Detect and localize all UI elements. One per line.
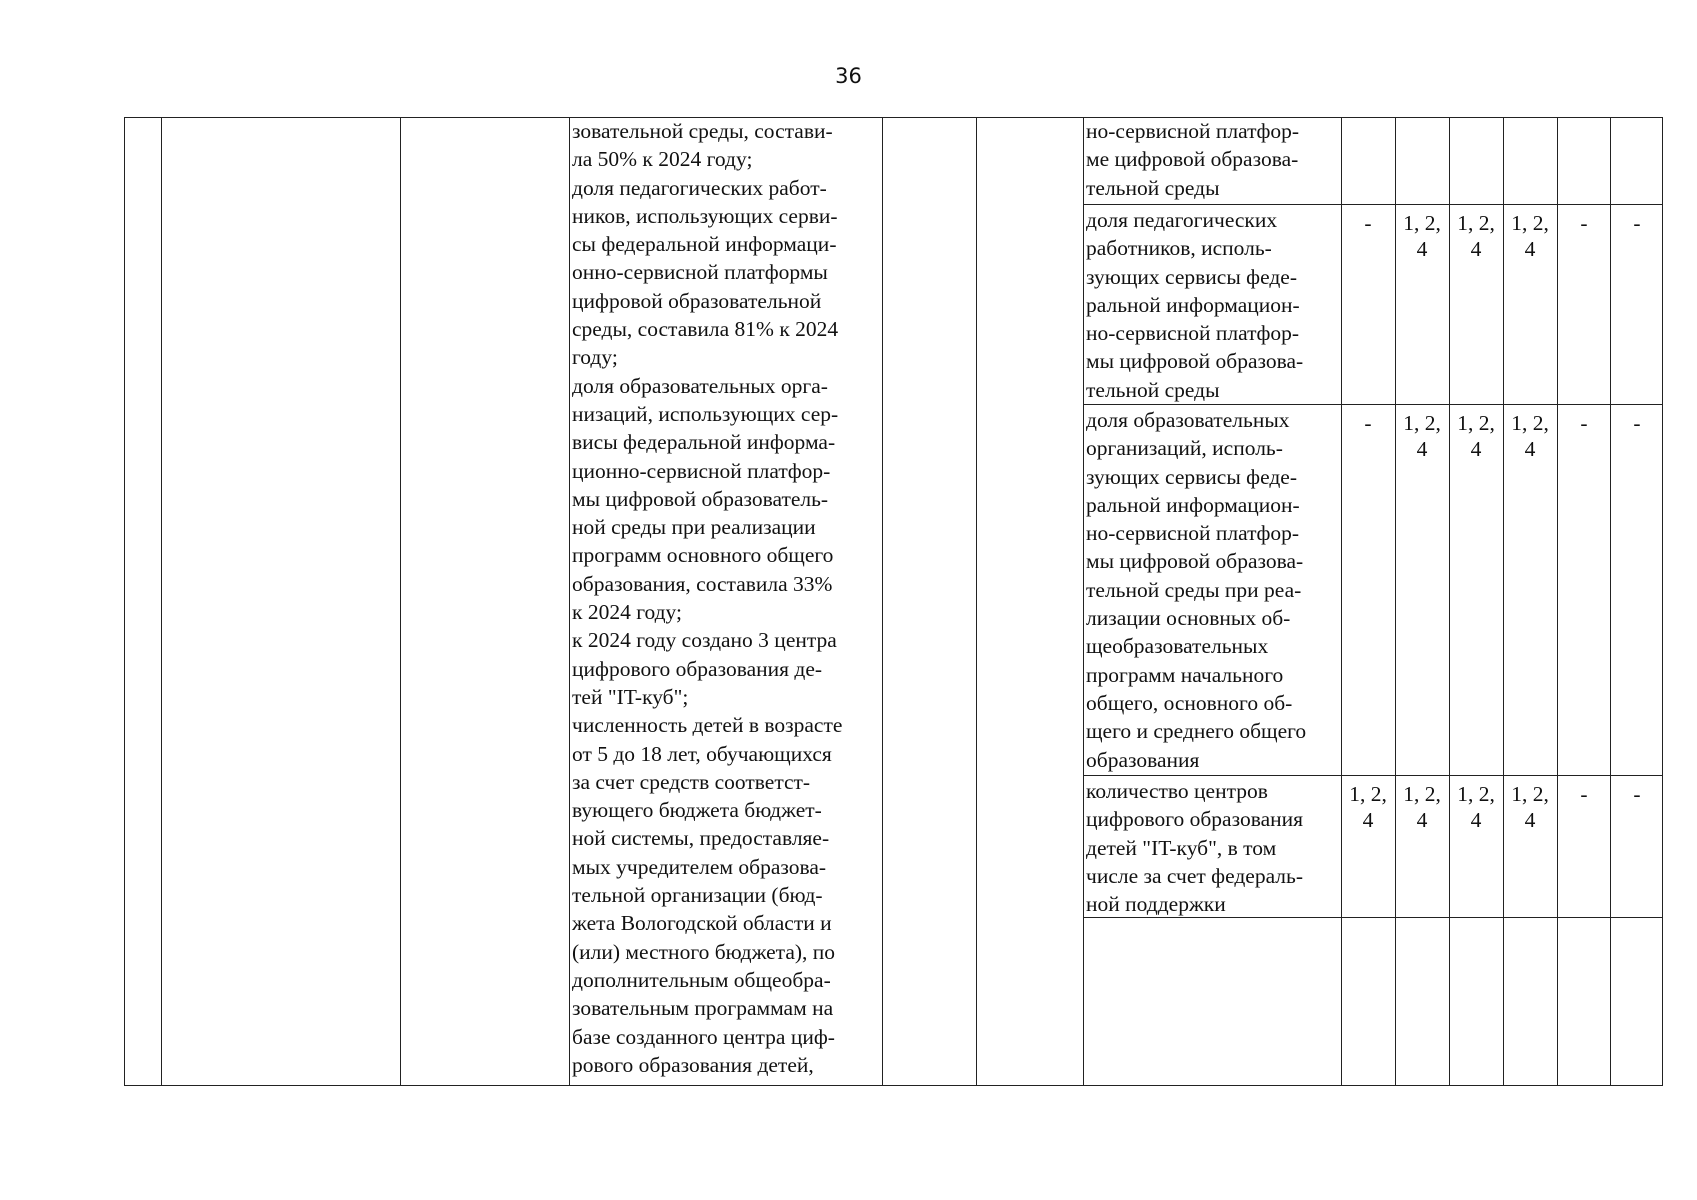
text-line: базе созданного центра циф- — [572, 1024, 835, 1049]
text-line: ла 50% к 2024 году; — [572, 147, 753, 172]
text-line: сы федеральной информаци- — [572, 232, 837, 257]
column-border — [400, 117, 401, 1086]
text-line: ральной информацион- — [1086, 492, 1300, 517]
result-cell-text — [572, 117, 842, 1079]
text-line: программ начального — [1086, 662, 1284, 687]
text-line: ной поддержки — [1086, 892, 1226, 917]
text-line: работников, исполь- — [1086, 236, 1272, 261]
text-line: численность детей в возрасте — [572, 713, 843, 738]
text-line: за счет средств соответст- — [572, 769, 811, 794]
text-line: тельной среды — [1086, 175, 1220, 200]
text-line: цифрового образования — [1086, 807, 1304, 832]
text-line: среды, составила 81% к 2024 — [572, 317, 839, 342]
text-line: зовательной среды, состави- — [572, 119, 833, 143]
text-line: цифровой образовательной — [572, 288, 822, 313]
document-table — [124, 117, 1663, 1087]
value-cell: - — [1633, 211, 1641, 235]
text-line: от 5 до 18 лет, обучающихся — [572, 741, 832, 766]
column-border — [124, 117, 125, 1086]
column-border — [1083, 117, 1084, 1086]
value-cell: 1, 2, 4 — [1349, 782, 1387, 832]
value-cell: - — [1633, 411, 1641, 435]
column-border — [1395, 117, 1396, 1086]
value-cell: 1, 2, 4 — [1457, 782, 1495, 832]
text-line: тельной организации (бюд- — [572, 883, 823, 908]
text-line: но-сервисной платфор- — [1086, 521, 1300, 546]
empty-indicator-cell — [1086, 919, 1336, 1079]
page-number: 36 — [835, 64, 862, 88]
column-border — [1662, 117, 1663, 1086]
text-line: но-сервисной платфор- — [1086, 321, 1300, 346]
row-border — [1083, 404, 1663, 405]
text-line: мых учредителем образова- — [572, 854, 827, 879]
text-line: тей "IT-куб"; — [572, 684, 689, 709]
text-line: вующего бюджета бюджет- — [572, 798, 822, 823]
value-cell: 1, 2, 4 — [1511, 782, 1549, 832]
text-line: щеобразовательных — [1086, 634, 1269, 659]
text-line: году; — [572, 345, 618, 370]
value-cell: 1, 2, 4 — [1457, 211, 1495, 261]
text-line: щего и среднего общего — [1086, 719, 1307, 744]
text-line: жета Вологодской области и — [572, 911, 832, 936]
column-border — [1503, 117, 1504, 1086]
text-line: зующих сервисы феде- — [1086, 264, 1297, 289]
value-cell: 1, 2, 4 — [1457, 411, 1495, 461]
text-line: цифрового образования де- — [572, 656, 823, 681]
value-cell: - — [1364, 211, 1372, 235]
text-line: зовательным программам на — [572, 996, 834, 1021]
value-cell: 1, 2, 4 — [1403, 782, 1441, 832]
text-line: висы федеральной информа- — [572, 430, 836, 455]
text-line: ной системы, предоставляе- — [572, 826, 830, 851]
value-cell: 1, 2, 4 — [1403, 411, 1441, 461]
text-line: тельной среды — [1086, 377, 1220, 402]
text-line: детей "IT-куб", в том — [1086, 835, 1277, 860]
column-border — [569, 117, 570, 1086]
column-border — [1610, 117, 1611, 1086]
text-line: рового образования детей, — [572, 1052, 814, 1077]
text-line: низаций, использующих сер- — [572, 401, 839, 426]
text-line: образования — [1086, 747, 1200, 772]
text-line: но-сервисной платфор- — [1086, 119, 1300, 143]
row-border — [1083, 204, 1663, 205]
text-line: онно-сервисной платформы — [572, 260, 828, 285]
indicator-cell-text — [1086, 117, 1299, 202]
value-cell: 1, 2, 4 — [1511, 411, 1549, 461]
text-line: к 2024 году; — [572, 600, 682, 625]
table-top-border — [124, 117, 1663, 118]
text-line: программ основного общего — [572, 543, 834, 568]
text-line: числе за счет федераль- — [1086, 863, 1304, 888]
column-border — [1341, 117, 1342, 1086]
text-line: ционно-сервисной платфор- — [572, 458, 831, 483]
text-line: количество центров — [1086, 779, 1268, 803]
table-bottom-border — [124, 1085, 1663, 1086]
text-line: ральной информацион- — [1086, 292, 1300, 317]
indicator-cell-text — [1086, 777, 1303, 918]
text-line: тельной среды при реа- — [1086, 577, 1302, 602]
value-cell: - — [1580, 211, 1588, 235]
text-line: лизации основных об- — [1086, 606, 1291, 631]
column-border — [1449, 117, 1450, 1086]
text-line: зующих сервисы феде- — [1086, 464, 1297, 489]
value-cell: - — [1633, 782, 1641, 806]
text-line: общего, основного об- — [1086, 690, 1293, 715]
value-cell: 1, 2, 4 — [1403, 211, 1441, 261]
text-line: образования, составила 33% — [572, 571, 833, 596]
text-line: дополнительным общеобра- — [572, 967, 831, 992]
text-line: доля образовательных орга- — [572, 373, 828, 398]
text-line: к 2024 году создано 3 центра — [572, 628, 837, 653]
row-border — [1083, 775, 1663, 776]
text-line: мы цифровой образователь- — [572, 486, 829, 511]
text-line: доля педагогических — [1086, 208, 1278, 232]
text-line: ников, использующих серви- — [572, 203, 838, 228]
text-line: доля образовательных — [1086, 408, 1290, 432]
column-border — [882, 117, 883, 1086]
indicator-cell-text — [1086, 406, 1306, 774]
text-line: мы цифровой образова- — [1086, 349, 1304, 374]
value-cell: 1, 2, 4 — [1511, 211, 1549, 261]
text-line: доля педагогических работ- — [572, 175, 827, 200]
column-border — [161, 117, 162, 1086]
column-border — [1557, 117, 1558, 1086]
text-line: ной среды при реализации — [572, 515, 816, 540]
text-line: организаций, исполь- — [1086, 436, 1283, 461]
text-line: (или) местного бюджета), по — [572, 939, 836, 964]
indicator-cell-text — [1086, 206, 1303, 404]
value-cell: - — [1580, 782, 1588, 806]
value-cell: - — [1580, 411, 1588, 435]
value-cell: - — [1364, 411, 1372, 435]
text-line: ме цифровой образова- — [1086, 147, 1299, 172]
column-border — [976, 117, 977, 1086]
text-line: мы цифровой образова- — [1086, 549, 1304, 574]
